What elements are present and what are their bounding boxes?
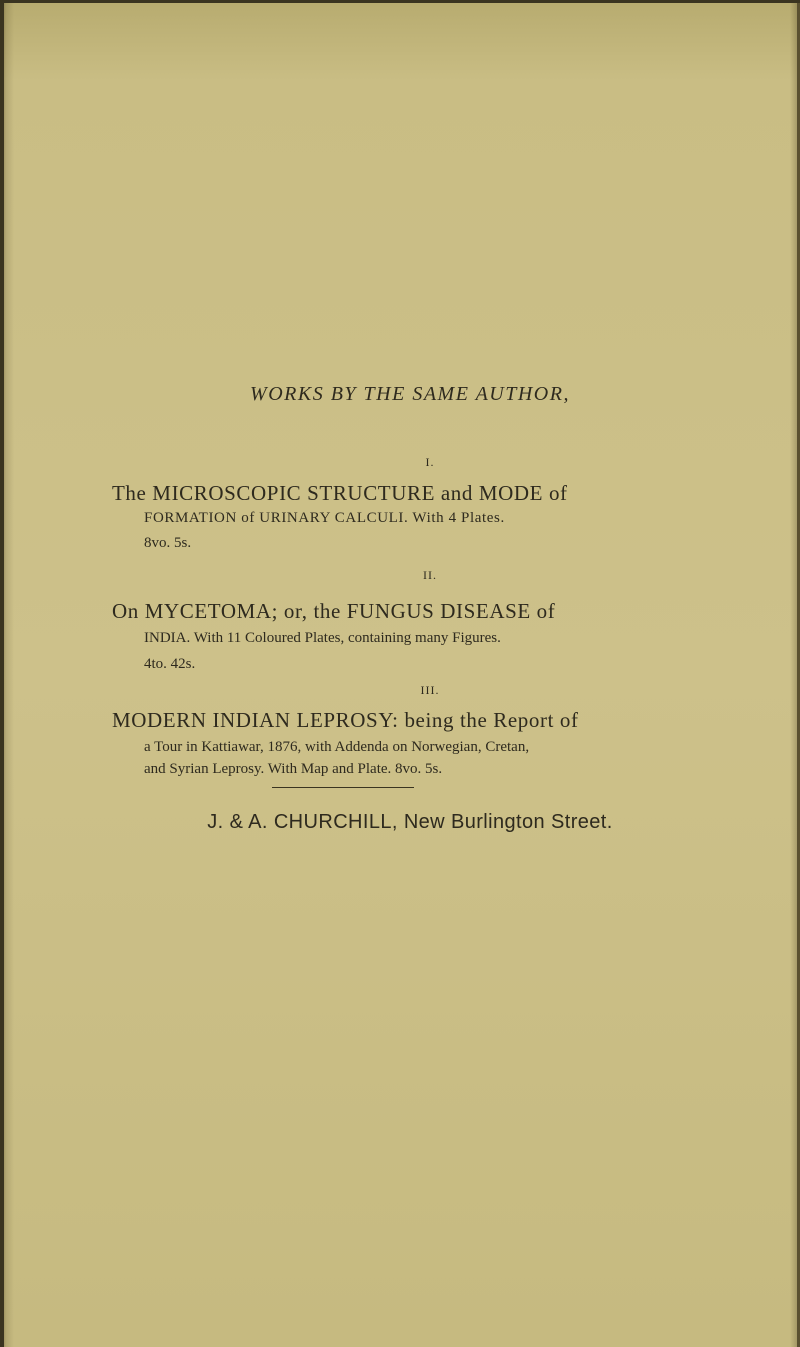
work-title-line: On MYCETOMA; or, the FUNGUS DISEASE of <box>112 599 556 623</box>
work-title-line: MODERN INDIAN LEPROSY: being the Report of <box>112 708 579 732</box>
work-detail-line: and Syrian Leprosy. With Map and Plate. 8vo. 5s. <box>144 761 443 777</box>
work-detail-line: INDIA. With 11 Coloured Plates, containing many Figures. <box>144 630 501 646</box>
publisher-line: J. & A. CHURCHILL, New Burlington Street. <box>207 811 613 833</box>
page-top-edge <box>0 0 800 3</box>
work-numeral: II. <box>423 568 437 582</box>
page-heading: WORKS BY THE SAME AUTHOR, <box>250 383 570 405</box>
work-numeral: III. <box>420 683 440 697</box>
work-detail-line: 4to. 42s. <box>144 656 196 672</box>
divider-rule <box>272 787 414 788</box>
page-left-edge <box>0 0 4 1347</box>
work-detail-line: 8vo. 5s. <box>144 535 192 551</box>
work-detail-line: a Tour in Kattiawar, 1876, with Addenda on Norwegian, Cretan, <box>144 739 530 755</box>
work-detail-line: FORMATION of URINARY CALCULI. With 4 Plates. <box>144 510 505 526</box>
work-numeral: I. <box>425 455 435 469</box>
work-title-line: The MICROSCOPIC STRUCTURE and MODE of <box>112 481 568 505</box>
